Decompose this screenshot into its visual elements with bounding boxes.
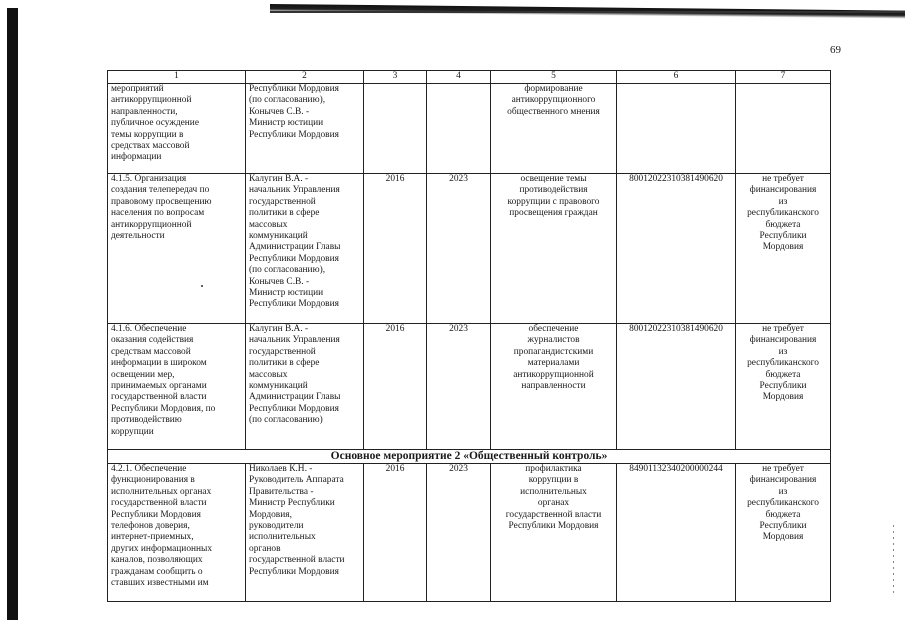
header-cell: 7 [736, 71, 831, 84]
budget-code-cell: 80012022310381490620 [617, 174, 736, 324]
end-year-cell: 2023 [427, 464, 491, 602]
header-cell: 5 [491, 71, 617, 84]
responsible-cell: Калугин В.А. - начальник Управления государственной политики в сфере массовых коммуникаций Администрации Главы Республики Мордовия (по согласованию) [246, 324, 364, 450]
financing-cell: не требует финансирования из республиканского бюджета Республики Мордовия [736, 174, 831, 324]
responsible-cell: Николаев К.Н. - Руководитель Аппарата Правительства - Министр Республики Мордовия, руководители исполнительных органов государственной власти Республики Мордовия [246, 464, 364, 602]
table-row [108, 464, 831, 602]
section-title: Основное мероприятие 2 «Общественный контроль» [108, 450, 831, 464]
scan-border-top-line [270, 11, 905, 13]
scan-speck [201, 285, 203, 287]
table-header-row [108, 71, 831, 84]
table-row [108, 174, 831, 324]
end-year-cell: 2023 [427, 174, 491, 324]
header-cell: 2 [246, 71, 364, 84]
measures-table [107, 70, 831, 602]
result-cell: обеспечение журналистов пропагандистскими материалами антикоррупционной направленности [491, 324, 617, 450]
scan-edge-marks [893, 525, 894, 595]
start-year-cell [364, 84, 427, 174]
start-year-cell: 2016 [364, 464, 427, 602]
result-cell: освещение темы противодействия коррупции с правового просвещения граждан [491, 174, 617, 324]
header-cell: 1 [108, 71, 246, 84]
section-row [108, 450, 831, 464]
header-cell: 3 [364, 71, 427, 84]
result-cell: профилактика коррупции в исполнительных органах государственной власти Республики Мордовия [491, 464, 617, 602]
responsible-cell: Республики Мордовия (по согласованию), Конычев С.В. - Министр юстиции Республики Мордовия [246, 84, 364, 174]
measure-name-cell: мероприятий антикоррупционной направленности, публичное осуждение темы коррупции в средствах массовой информации [108, 84, 246, 174]
header-cell: 6 [617, 71, 736, 84]
financing-cell [736, 84, 831, 174]
financing-cell: не требует финансирования из республиканского бюджета Республики Мордовия [736, 324, 831, 450]
responsible-cell: Калугин В.А. - начальник Управления государственной политики в сфере массовых коммуникаций Администрации Главы Республики Мордовия (по согласованию), Конычев С.В. - Министр юстиции Республики Мордовия [246, 174, 364, 324]
measure-name-cell: 4.1.5. Организация создания телепередач по правовому просвещению населения по вопросам антикоррупционной деятельности [108, 174, 246, 324]
start-year-cell: 2016 [364, 174, 427, 324]
page-number: 69 [830, 44, 841, 56]
budget-code-cell: 80012022310381490620 [617, 324, 736, 450]
header-cell: 4 [427, 71, 491, 84]
financing-cell: не требует финансирования из республиканского бюджета Республики Мордовия [736, 464, 831, 602]
budget-code-cell [617, 84, 736, 174]
measure-name-cell: 4.2.1. Обеспечение функционирования в исполнительных органах государственной власти Республики Мордовия телефонов доверия, интернет-приемных, других информационных каналов, позволяющих гражданам сообщить о ставших известными им [108, 464, 246, 602]
table-row [108, 84, 831, 174]
start-year-cell: 2016 [364, 324, 427, 450]
table-row [108, 324, 831, 450]
end-year-cell [427, 84, 491, 174]
measure-name-cell: 4.1.6. Обеспечение оказания содействия средствам массовой информации в широком освещении мер, принимаемых органами государственной власти Республики Мордовия, по противодействию коррупции [108, 324, 246, 450]
scan-border-left [7, 8, 18, 620]
result-cell: формирование антикоррупционного общественного мнения [491, 84, 617, 174]
end-year-cell: 2023 [427, 324, 491, 450]
budget-code-cell: 84901132340200000244 [617, 464, 736, 602]
